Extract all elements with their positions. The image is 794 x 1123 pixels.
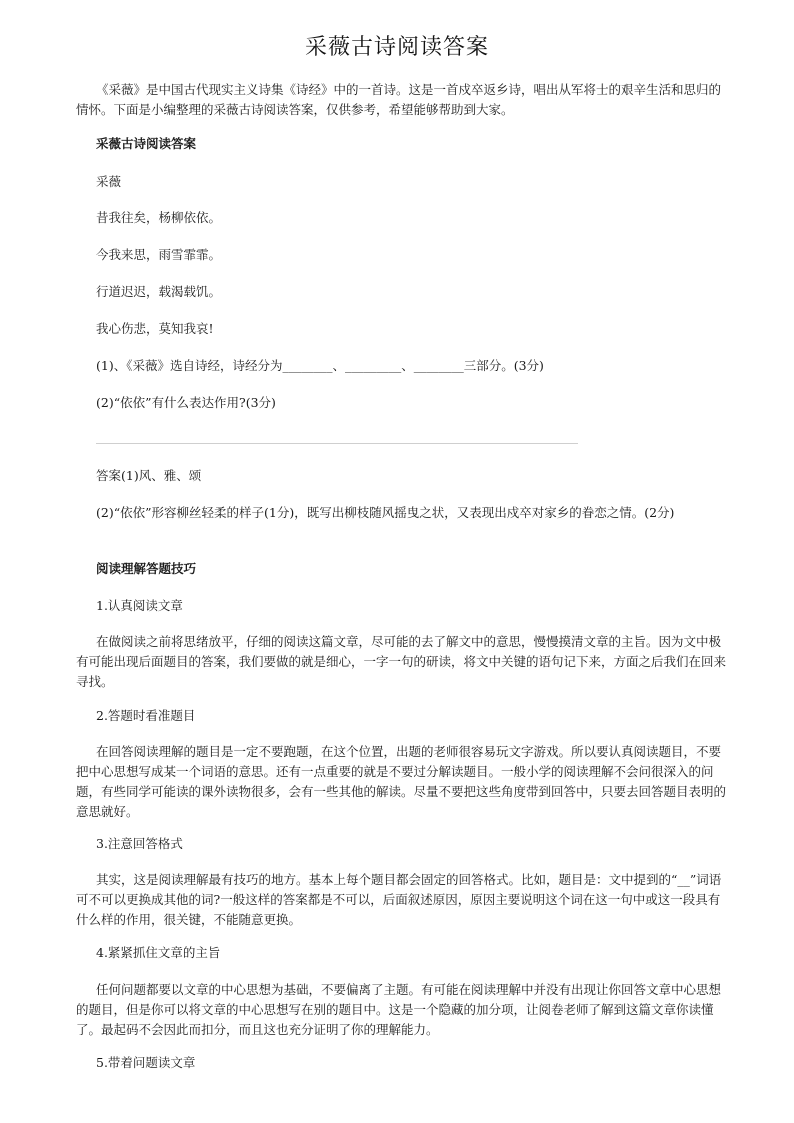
tip-body: 任何问题都要以文章的中心思想为基础，不要偏离了主题。有可能在阅读理解中并没有出现让你回答文章中心思想的题目，但是你可以将文章的中心思想写在别的题目中。这是一个隐藏的加分项，让阅卷老师了解到这篇文章你读懂了。最起码不会因此而扣分，而且这也充分证明了你的理解能力。 <box>76 982 722 1037</box>
answer-1: 答案(1)风、雅、颂 <box>96 468 202 483</box>
tip-body: 在回答阅读理解的题目是一定不要跑题，在这个位置，出题的老师很容易玩文字游戏。所以要认真阅读题目，不要把中心思想写成某一个词语的意思。还有一点重要的就是不要过分解读题目。一般小学的阅读理解不会问很深入的问题，有些同学可能读的课外读物很多，会有一些其他的解读。尽量不要把这些角度带到回答中，只要去回答题目表明的意思就好。 <box>76 744 727 819</box>
poem-line: 行道迟迟，载渴载饥。 <box>96 284 222 299</box>
poem-line: 昔我往矣，杨柳依依。 <box>96 210 222 225</box>
page-title: 采薇古诗阅读答案 <box>304 35 489 60</box>
tip-heading: 1.认真阅读文章 <box>96 598 183 613</box>
tip-heading: 2.答题时看准题目 <box>96 708 196 723</box>
poem-line: 我心伤悲，莫知我哀! <box>96 321 214 336</box>
question-1: (1)、《采薇》选自诗经，诗经分为________、_________、________三部分。(3分) <box>96 358 544 373</box>
section-heading-answers: 采薇古诗阅读答案 <box>96 136 197 151</box>
tip-heading: 5.带着问题读文章 <box>96 1055 196 1070</box>
tip-heading: 3.注意回答格式 <box>96 836 183 851</box>
tip-body: 其实，这是阅读理解最有技巧的地方。基本上每个题目都会固定的回答格式。比如，题目是：文中提到的“__”词语可不可以更换成其他的词?一般这样的答案都是不可以，后面叙述原因，原因主要说明这个词在这一句中或这一段具有什么样的作用，很关键，不能随意更换。 <box>76 872 722 927</box>
intro-paragraph: 《采薇》是中国古代现实主义诗集《诗经》中的一首诗。这是一首戍卒返乡诗，唱出从军将士的艰辛生活和思归的情怀。下面是小编整理的采薇古诗阅读答案，仅供参考，希望能够帮助到大家。 <box>76 82 722 117</box>
tip-body: 在做阅读之前将思绪放平，仔细的阅读这篇文章，尽可能的去了解文中的意思，慢慢摸清文章的主旨。因为文中极有可能出现后面题目的答案，我们要做的就是细心，一字一句的研读，将文中关键的语句记下来，方面之后我们在回来寻找。 <box>76 634 727 689</box>
section-heading-tips: 阅读理解答题技巧 <box>96 561 197 576</box>
divider <box>96 443 578 444</box>
poem-title: 采薇 <box>96 174 122 189</box>
question-2: (2)“依依”有什么表达作用?(3分) <box>96 395 276 410</box>
tip-heading: 4.紧紧抓住文章的主旨 <box>96 945 221 960</box>
answer-2: (2)“依依”形容柳丝轻柔的样子(1分)，既写出柳枝随风摇曳之状，又表现出戍卒对家乡的眷恋之情。(2分) <box>96 505 675 520</box>
poem-line: 今我来思，雨雪霏霏。 <box>96 247 222 262</box>
